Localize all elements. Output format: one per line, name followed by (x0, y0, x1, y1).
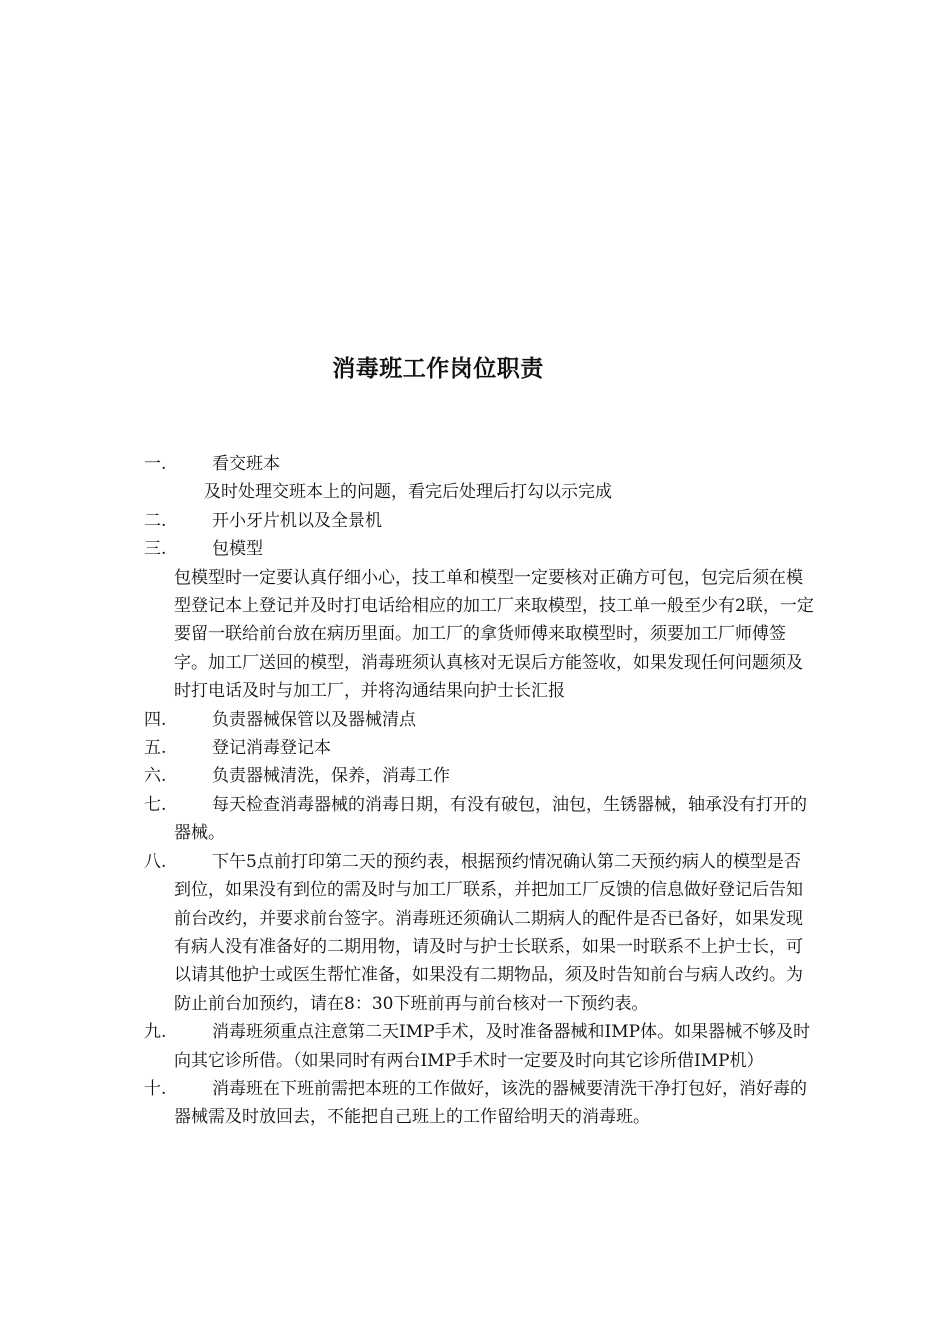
item-number: 六. (144, 766, 167, 787)
item-number: 十. (144, 1078, 167, 1099)
item-heading (144, 791, 814, 848)
list-item (144, 450, 814, 507)
item-number: 四. (144, 709, 167, 730)
item-heading (144, 848, 814, 1018)
list-item (144, 734, 814, 762)
item-number: 三. (144, 539, 167, 560)
list-item (144, 1075, 814, 1132)
item-heading (144, 1018, 814, 1075)
item-heading-text: 开小牙片机以及全景机 (212, 510, 382, 531)
item-body-text: 及时处理交班本上的问题，看完后处理后打勾以示完成 (204, 482, 612, 503)
item-number: 一. (144, 454, 167, 474)
item-number: 五. (144, 738, 167, 759)
item-number: 七. (144, 794, 167, 815)
item-heading-text: 看交班本 (212, 454, 280, 474)
item-heading-text: 负责器械清洗，保养，消毒工作 (212, 766, 450, 787)
list-item (144, 706, 814, 734)
item-heading-text: 消毒班在下班前需把本班的工作做好，该洗的器械要清洗干净打包好，消好毒的器械需及时放回去，不能把自己班上的工作留给明天的消毒班。 (174, 1078, 807, 1128)
duty-list (144, 450, 814, 1132)
item-number: 八. (144, 851, 167, 872)
item-heading (144, 507, 814, 535)
item-heading (144, 734, 814, 762)
item-heading (144, 535, 814, 563)
item-heading-text: 包模型 (212, 539, 263, 560)
item-heading (144, 1075, 814, 1132)
list-item (144, 791, 814, 848)
page-title: 消毒班工作岗位职责 (332, 355, 544, 382)
item-heading-text: 下午5点前打印第二天的预约表，根据预约情况确认第二天预约病人的模型是否到位，如果没有到位的需及时与加工厂联系，并把加工厂反馈的信息做好登记后告知前台改约，并要求前台签字。消毒班还须确认二期病人的配件是否已备好，如果发现有病人没有准备好的二期用物，请及时与护士长联系，如果一时联系不上护士长，可以请其他护士或医生帮忙准备，如果没有二期物品，须及时告知前台与病人改约。为防止前台加预约，请在8：30下班前再与前台核对一下预约表。 (174, 851, 803, 1014)
list-item (144, 762, 814, 790)
item-number: 九. (144, 1022, 167, 1043)
item-heading-text: 负责器械保管以及器械清点 (212, 709, 416, 730)
item-heading-text: 每天检查消毒器械的消毒日期，有没有破包，油包，生锈器械，轴承没有打开的器械。 (174, 794, 807, 844)
item-heading (144, 706, 814, 734)
list-item (144, 507, 814, 535)
item-heading-text: 登记消毒登记本 (212, 738, 331, 759)
list-item (144, 848, 814, 1018)
item-heading (144, 762, 814, 790)
list-item (144, 535, 814, 705)
item-number: 二. (144, 510, 167, 531)
item-heading-text: 消毒班须重点注意第二天IMP手术，及时准备器械和IMP体。如果器械不够及时向其它诊所借。（如果同时有两台IMP手术时一定要及时向其它诊所借IMP机） (174, 1022, 811, 1071)
list-item (144, 1018, 814, 1075)
item-heading (144, 450, 814, 478)
item-body-text: 包模型时一定要认真仔细小心，技工单和模型一定要核对正确方可包，包完后须在模型登记本上登记并及时打电话给相应的加工厂来取模型，技工单一般至少有2联，一定要留一联给前台放在病历里面。加工厂的拿货师傅来取模型时，须要加工厂师傅签字。加工厂送回的模型，消毒班须认真核对无误后方能签收，如果发现任何问题须及时打电话及时与加工厂，并将沟通结果向护士长汇报 (174, 567, 814, 702)
